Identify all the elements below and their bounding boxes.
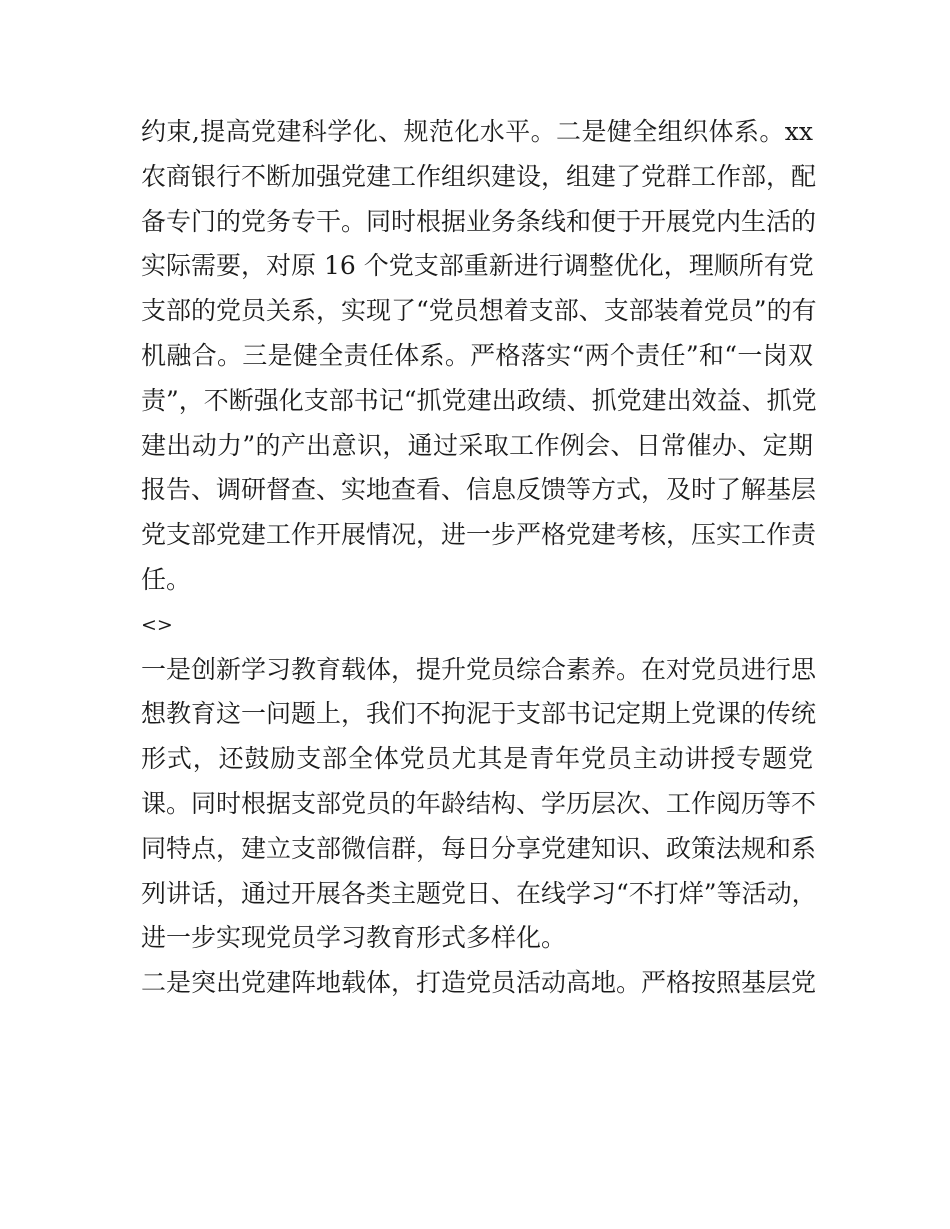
text-line: 想教育这一问题上，我们不拘泥于支部书记定期上党课的传统: [141, 699, 817, 729]
text-line: 党支部党建工作开展情况，进一步严格党建考核，压实工作责: [141, 520, 817, 550]
text-line: 约束,提高党建科学化、规范化水平。二是健全组织体系。xx: [141, 117, 813, 146]
text-line: 报告、调研督查、实地查看、信息反馈等方式，及时了解基层: [141, 475, 817, 505]
text-line: 农商银行不断加强党建工作组织建设，组建了党群工作部，配: [141, 161, 817, 191]
text-line: 建出动力”的产出意识，通过采取工作例会、日常催办、定期: [141, 430, 813, 460]
text-line: 列讲话，通过开展各类主题党日、在线学习“不打烊”等活动，: [141, 878, 817, 908]
text-line: 一是创新学习教育载体，提升党员综合素养。在对党员进行思: [141, 654, 817, 684]
text-line: 机融合。三是健全责任体系。严格落实“两个责任”和“一岗双: [141, 340, 813, 370]
paragraph-activity-base: [141, 961, 817, 1006]
text-line: 备专门的党务专干。同时根据业务条线和便于开展党内生活的: [141, 206, 817, 236]
paragraph-learning-education: [141, 648, 817, 962]
paragraph-organization-system: [141, 110, 817, 603]
text-line: 责”，不断强化支部书记“抓党建出政绩、抓党建出效益、抓党: [141, 385, 817, 415]
document-page: [141, 110, 817, 1006]
text-line: 任。: [141, 564, 192, 594]
text-line: 课。同时根据支部党员的年龄结构、学历层次、工作阅历等不: [141, 788, 817, 818]
text-line: 同特点，建立支部微信群，每日分享党建知识、政策法规和系: [141, 833, 817, 863]
text-line: 支部的党员关系，实现了“党员想着支部、支部装着党员”的有: [141, 296, 817, 326]
text-line: 形式，还鼓励支部全体党员尤其是青年党员主动讲授专题党: [141, 744, 813, 774]
section-marker: <>: [141, 613, 173, 636]
text-line: 进一步实现党员学习教育形式多样化。: [141, 923, 567, 953]
text-line: 实际需要，对原 16 个党支部重新进行调整优化，理顺所有党: [141, 251, 814, 281]
text-line: 二是突出党建阵地载体，打造党员活动高地。严格按照基层党: [141, 968, 817, 998]
